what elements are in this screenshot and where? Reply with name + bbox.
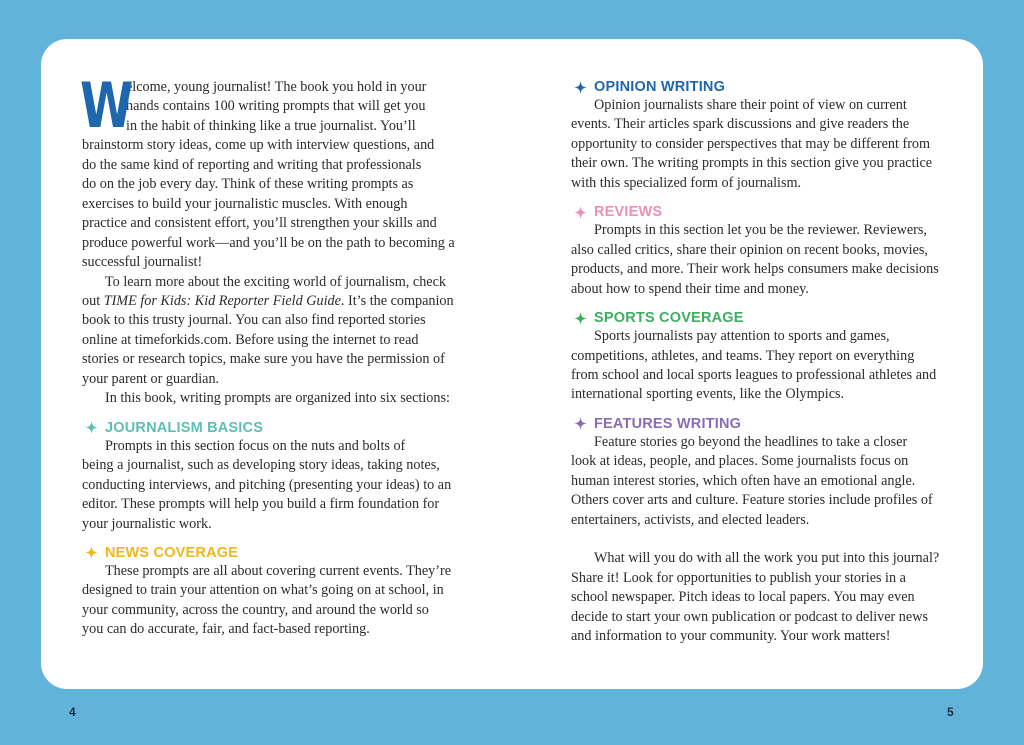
left-page-column	[80, 69, 474, 640]
section-line: international sporting events, like the Olympics.	[571, 386, 845, 403]
section-heading-news-coverage	[82, 544, 474, 562]
text-run: . It’s the companion	[340, 292, 454, 309]
closing-line: and information to your community. Your work matters!	[571, 627, 891, 644]
section-line: with this specialized form of journalism.	[571, 174, 802, 191]
four-point-star-icon	[85, 546, 98, 559]
intro-line: in the habit of thinking like a true journalist. You’ll	[126, 117, 416, 134]
section-line: These prompts are all about covering current events. They’re	[105, 562, 452, 579]
section-heading-journalism-basics	[82, 419, 474, 437]
section-body-opinion-writing	[571, 96, 959, 193]
section-line: Opinion journalists share their point of view on current	[594, 97, 907, 113]
section-heading-reviews	[571, 203, 959, 221]
section-body-news-coverage	[82, 562, 474, 640]
learn-more-line: your parent or guardian.	[82, 370, 220, 387]
closing-paragraph	[571, 549, 959, 646]
section-line: look at ideas, people, and places. Some journalists focus on	[571, 453, 909, 470]
section-line: conducting interviews, and pitching (presenting your ideas) to an	[82, 476, 452, 493]
section-body-reviews	[571, 221, 959, 299]
intro-line: do on the job every day. Think of these writing prompts as	[82, 176, 414, 193]
learn-more-line: To learn more about the exciting world of journalism, check	[105, 273, 446, 290]
section-line: your journalistic work.	[82, 515, 212, 532]
section-title: FEATURES WRITING	[594, 415, 742, 432]
section-body-journalism-basics	[82, 437, 474, 534]
four-point-star-icon	[574, 206, 587, 219]
intro-line: successful journalist!	[82, 254, 203, 271]
section-line: Prompts in this section let you be the reviewer. Reviewers,	[594, 222, 927, 239]
section-line: editor. These prompts will help you build a firm foundation for	[82, 496, 440, 513]
book-title: TIME for Kids: Kid Reporter Field Guide	[103, 292, 341, 309]
section-line: their own. The writing prompts in this section give you practice	[571, 155, 933, 172]
section-line: being a journalist, such as developing story ideas, taking notes,	[82, 457, 440, 474]
section-line: from school and local sports leagues to professional athletes and	[571, 366, 937, 383]
section-line: about how to spend their time and money.	[571, 280, 809, 297]
section-title: REVIEWS	[594, 204, 663, 221]
intro-line: do the same kind of reporting and writing that professionals	[82, 156, 422, 173]
section-line: human interest stories, which often have an emotional angle.	[571, 472, 916, 489]
section-heading-features-writing	[571, 415, 959, 433]
section-line: designed to train your attention on what’s going on at school, in	[82, 582, 444, 599]
learn-more-line-title	[82, 292, 474, 311]
section-line: your community, across the country, and around the world so	[82, 601, 429, 618]
section-line: competitions, athletes, and teams. They report on everything	[571, 347, 915, 364]
page-number-left: 4	[69, 705, 76, 719]
section-title: NEWS COVERAGE	[105, 544, 239, 561]
four-point-star-icon	[574, 417, 587, 430]
four-point-star-icon	[574, 312, 587, 325]
section-line: you can do accurate, fair, and fact-based reporting.	[82, 621, 370, 638]
section-heading-sports-coverage	[571, 309, 959, 327]
drop-cap: W	[80, 69, 132, 142]
section-title: SPORTS COVERAGE	[594, 310, 744, 327]
section-line: Prompts in this section focus on the nuts and bolts of	[105, 437, 406, 454]
learn-more-line: book to this trusty journal. You can also find reported stories	[82, 312, 426, 329]
section-line: opportunity to consider perspectives that may be different from	[571, 135, 931, 152]
section-body-features-writing	[571, 433, 959, 530]
sections-intro-paragraph	[82, 389, 474, 408]
intro-line: practice and consistent effort, you’ll strengthen your skills and	[82, 215, 437, 232]
closing-line: Share it! Look for opportunities to publish your stories in a	[571, 569, 906, 586]
intro-line: hands contains 100 writing prompts that will get you	[126, 98, 426, 115]
learn-more-line: stories or research topics, make sure you have the permission of	[82, 351, 445, 368]
section-line: Sports journalists pay attention to sports and games,	[594, 328, 890, 345]
four-point-star-icon	[85, 421, 98, 434]
page-number-right: 5	[947, 705, 954, 719]
section-line: also called critics, share their opinion on recent books, movies,	[571, 241, 928, 258]
intro-line: elcome, young journalist! The book you hold in your	[126, 79, 427, 95]
closing-line: What will you do with all the work you put into this journal?	[594, 550, 940, 567]
section-body-sports-coverage	[571, 327, 959, 405]
section-line: Others cover arts and culture. Feature stories include profiles of	[571, 492, 933, 509]
learn-more-paragraph	[82, 273, 474, 390]
section-line: entertainers, activists, and elected leaders.	[571, 511, 810, 528]
text-run: out	[82, 292, 104, 309]
closing-line: decide to start your own publication or podcast to deliver news	[571, 608, 928, 625]
intro-paragraph	[80, 69, 474, 273]
section-line: Feature stories go beyond the headlines to take a closer	[594, 433, 908, 450]
section-line: events. Their articles spark discussions and give readers the	[571, 116, 910, 133]
section-title: JOURNALISM BASICS	[105, 419, 264, 436]
closing-line: school newspaper. Pitch ideas to local papers. You may even	[571, 589, 915, 606]
section-title: OPINION WRITING	[594, 79, 726, 95]
section-line: products, and more. Their work helps consumers make decisions	[571, 261, 939, 278]
section-heading-opinion-writing	[571, 78, 959, 96]
right-page-column	[571, 78, 959, 646]
intro-line: exercises to build your journalistic muscles. With enough	[82, 195, 408, 212]
sections-intro-line: In this book, writing prompts are organized into six sections:	[105, 390, 450, 407]
intro-line: brainstorm story ideas, come up with interview questions, and	[82, 137, 435, 154]
learn-more-line: online at timeforkids.com. Before using the internet to read	[82, 331, 419, 348]
intro-line: produce powerful work—and you’ll be on the path to becoming a	[82, 234, 455, 251]
four-point-star-icon	[574, 81, 587, 94]
